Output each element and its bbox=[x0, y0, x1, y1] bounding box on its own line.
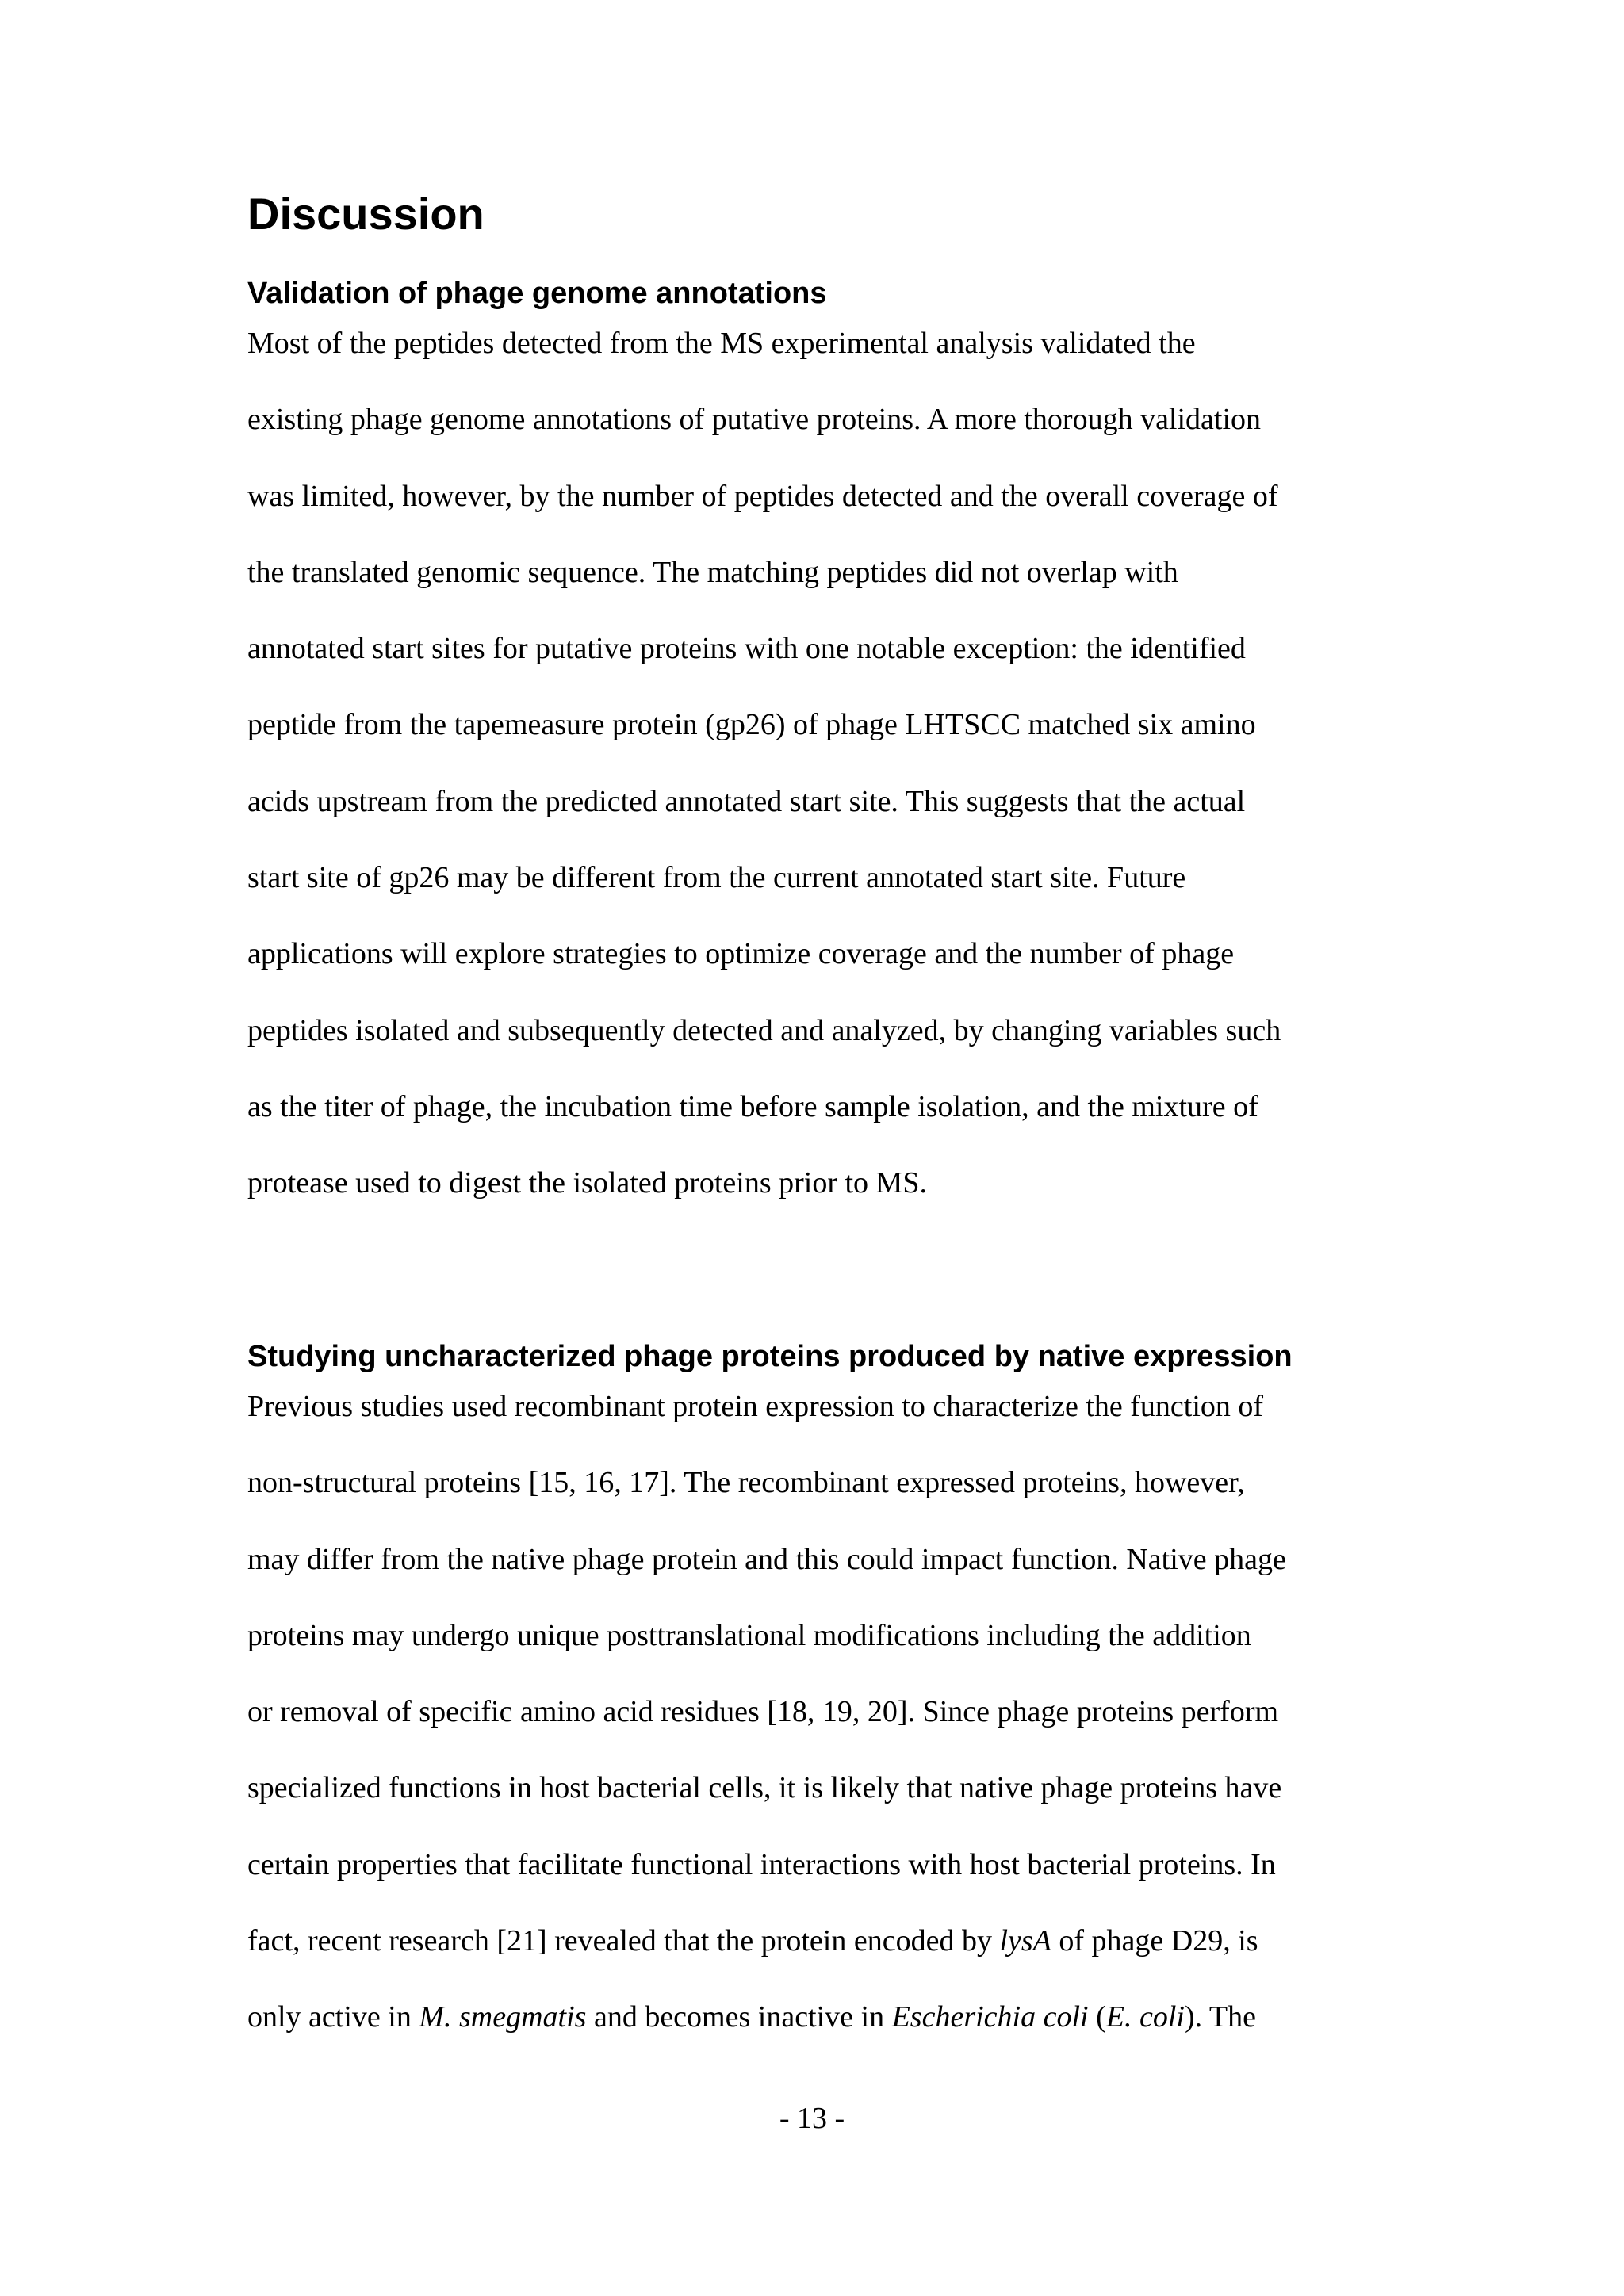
text-line: certain properties that facilitate functional interactions with host bacterial proteins. In bbox=[247, 1847, 1276, 1881]
text-segment: of phage D29, is bbox=[1051, 1924, 1258, 1958]
text-line: applications will explore strategies to optimize coverage and the number of phage bbox=[247, 937, 1235, 971]
species-name-italic: Escherichia coli bbox=[891, 2000, 1089, 2034]
text-line: annotated start sites for putative proteins with one notable exception: the identified bbox=[247, 632, 1246, 666]
text-line: as the titer of phage, the incubation time before sample isolation, and the mixture of bbox=[247, 1089, 1258, 1123]
text-line: non-structural proteins [15, 16, 17]. The recombinant expressed proteins, however, bbox=[247, 1466, 1245, 1500]
text-segment: and becomes inactive in bbox=[586, 2000, 892, 2034]
text-line: was limited, however, by the number of peptides detected and the overall coverage of bbox=[247, 479, 1278, 513]
text-line: peptides isolated and subsequently detected and analyzed, by changing variables such bbox=[247, 1013, 1281, 1047]
species-name-italic: M. smegmatis bbox=[419, 2000, 587, 2034]
text-line: may differ from the native phage protein and this could impact function. Native phage bbox=[247, 1542, 1286, 1576]
text-segment: ( bbox=[1088, 2000, 1106, 2034]
text-line: the translated genomic sequence. The matching peptides did not overlap with bbox=[247, 555, 1178, 589]
paragraph-validation bbox=[247, 305, 1281, 1222]
paragraph-native-expression bbox=[247, 1368, 1286, 2056]
text-line: protease used to digest the isolated proteins prior to MS. bbox=[247, 1166, 927, 1200]
text-segment: fact, recent research [21] revealed that the protein encoded by bbox=[247, 1924, 1000, 1958]
text-line: existing phage genome annotations of putative proteins. A more thorough validation bbox=[247, 403, 1262, 437]
text-line: proteins may undergo unique posttranslational modifications including the addition bbox=[247, 1618, 1251, 1652]
text-line: start site of gp26 may be different from the current annotated start site. Future bbox=[247, 861, 1186, 895]
text-line: Previous studies used recombinant protein expression to characterize the function of bbox=[247, 1390, 1264, 1423]
text-line: or removal of specific amino acid residues [18, 19, 20]. Since phage proteins perform bbox=[247, 1695, 1279, 1729]
text-line: specialized functions in host bacterial cells, it is likely that native phage proteins have bbox=[247, 1771, 1282, 1805]
page-number: - 13 - bbox=[779, 2102, 845, 2135]
species-abbrev-italic: E. coli bbox=[1105, 2000, 1185, 2034]
text-line: peptide from the tapemeasure protein (gp26) of phage LHTSCC matched six amino bbox=[247, 708, 1256, 742]
text-line-lysa bbox=[247, 1903, 1286, 1979]
text-line-species bbox=[247, 1979, 1286, 2055]
text-segment: ). The bbox=[1184, 2000, 1256, 2034]
subsection-heading-validation: Validation of phage genome annotations bbox=[247, 277, 827, 310]
gene-name-italic: lysA bbox=[999, 1924, 1051, 1958]
text-line: acids upstream from the predicted annotated start site. This suggests that the actual bbox=[247, 784, 1246, 818]
text-line: Most of the peptides detected from the MS experimental analysis validated the bbox=[247, 327, 1196, 360]
subsection-heading-native-expression: Studying uncharacterized phage proteins produced by native expression bbox=[247, 1340, 1293, 1373]
text-segment: only active in bbox=[247, 2000, 419, 2034]
section-title: Discussion bbox=[247, 189, 485, 239]
